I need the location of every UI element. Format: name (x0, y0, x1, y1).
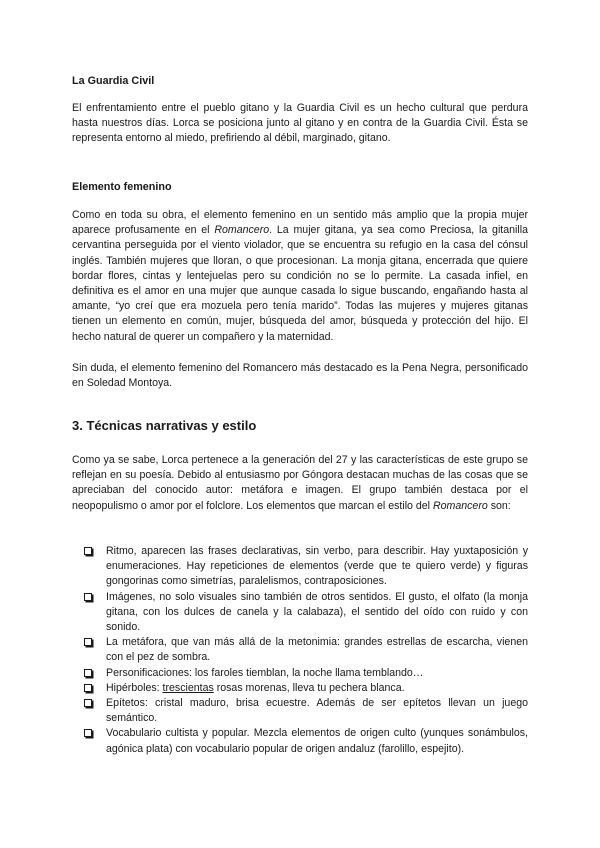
list-item: Personificaciones: los faroles tiemblan, la noche llama temblando… (84, 666, 528, 681)
style-elements-list (84, 544, 528, 757)
paragraph-pena-negra: Sin duda, el elemento femenino del Romancero más destacado es la Pena Negra, personificado en Soledad Montoya. (72, 362, 528, 390)
list-item: Hipérboles: trescientas rosas morenas, lleva tu pechera blanca. (84, 681, 528, 696)
checkbox-bullet-icon (84, 547, 92, 555)
list-item: Ritmo, aparecen las frases declarativas, sin verbo, para describir. Hay yuxtaposición y enumeraciones. Hay repeticiones de elementos (verde que te quiero verde) y figuras gongorinas como simetrías, paralelismos, contraposiciones. (84, 544, 528, 590)
heading-elemento-femenino: Elemento femenino (72, 181, 172, 193)
list-item: Epítetos: cristal maduro, brisa ecuestre. Además de ser epítetos llevan un juego semántico. (84, 696, 528, 726)
checkbox-bullet-icon (84, 638, 92, 646)
list-item: Imágenes, no solo visuales sino también de otros sentidos. El gusto, el olfato (la monja gitana, con los dulces de canela y la calabaza), el sentido del oído con ruido y con sonido. (84, 590, 528, 636)
paragraph-elemento-femenino: Como en toda su obra, el elemento femenino en un sentido más amplio que la propia mujer aparece profusamente en el Romancero. La mujer gitana, ya sea como Preciosa, la gitanilla cervantina perseguida por el viento violador, que se encuentra su refugio en la casa del cónsul inglés. También mujeres que lloran, o que procesionan. La monja gitana, encerrada que quiere bordar flores, cintas y lentejuelas pero su condición no se lo permite. La casada infiel, en definitiva es el amor en una mujer que aunque casada lo sigue buscando, engañando hasta al amante, “yo creí que era mozuela pero tenía marido”. Todas las mujeres y mujeres gitanas tienen un elemento en común, mujer, búsqueda del amor, búsqueda y protección del hijo. El hecho natural de querer un compañero y la maternidad. (72, 209, 528, 343)
heading-tecnicas-narrativas: 3. Técnicas narrativas y estilo (72, 418, 257, 433)
italic-romancero: Romancero (214, 224, 270, 237)
underlined-trescientas: trescientas (162, 681, 214, 694)
paragraph-guardia-civil: El enfrentamiento entre el pueblo gitano y la Guardia Civil es un hecho cultural que perdura hasta nuestros días. Lorca se posiciona junto al gitano y en contra de la Guardia Civil. Ésta se representa entorno al miedo, prefiriendo al débil, marginado, gitano. (72, 102, 528, 145)
checkbox-bullet-icon (84, 699, 92, 707)
list-item: Vocabulario cultista y popular. Mezcla elementos de origen culto (yunques sonámbulos, agónica plata) con vocabulario popular de origen andaluz (farolillo, espejito). (84, 726, 528, 756)
heading-guardia-civil: La Guardia Civil (72, 75, 155, 87)
checkbox-bullet-icon (84, 684, 92, 692)
list-item: La metáfora, que van más allá de la metonimia: grandes estrellas de escarcha, vienen con el pez de sombra. (84, 635, 528, 665)
paragraph-tecnicas-intro: Como ya se sabe, Lorca pertenece a la generación del 27 y las características de este grupo se reflejan en su poesía. Debido al entusiasmo por Góngora destacan muchas de las cosas que se apreciaban del conocido autor: metáfora e imagen. El grupo también destaca por el neopopulismo o amor por el folclore. Los elementos que marcan el estilo del Romancero son: (72, 454, 528, 512)
italic-romancero: Romancero (432, 499, 488, 512)
checkbox-bullet-icon (84, 729, 92, 737)
checkbox-bullet-icon (84, 669, 92, 677)
checkbox-bullet-icon (84, 593, 92, 601)
